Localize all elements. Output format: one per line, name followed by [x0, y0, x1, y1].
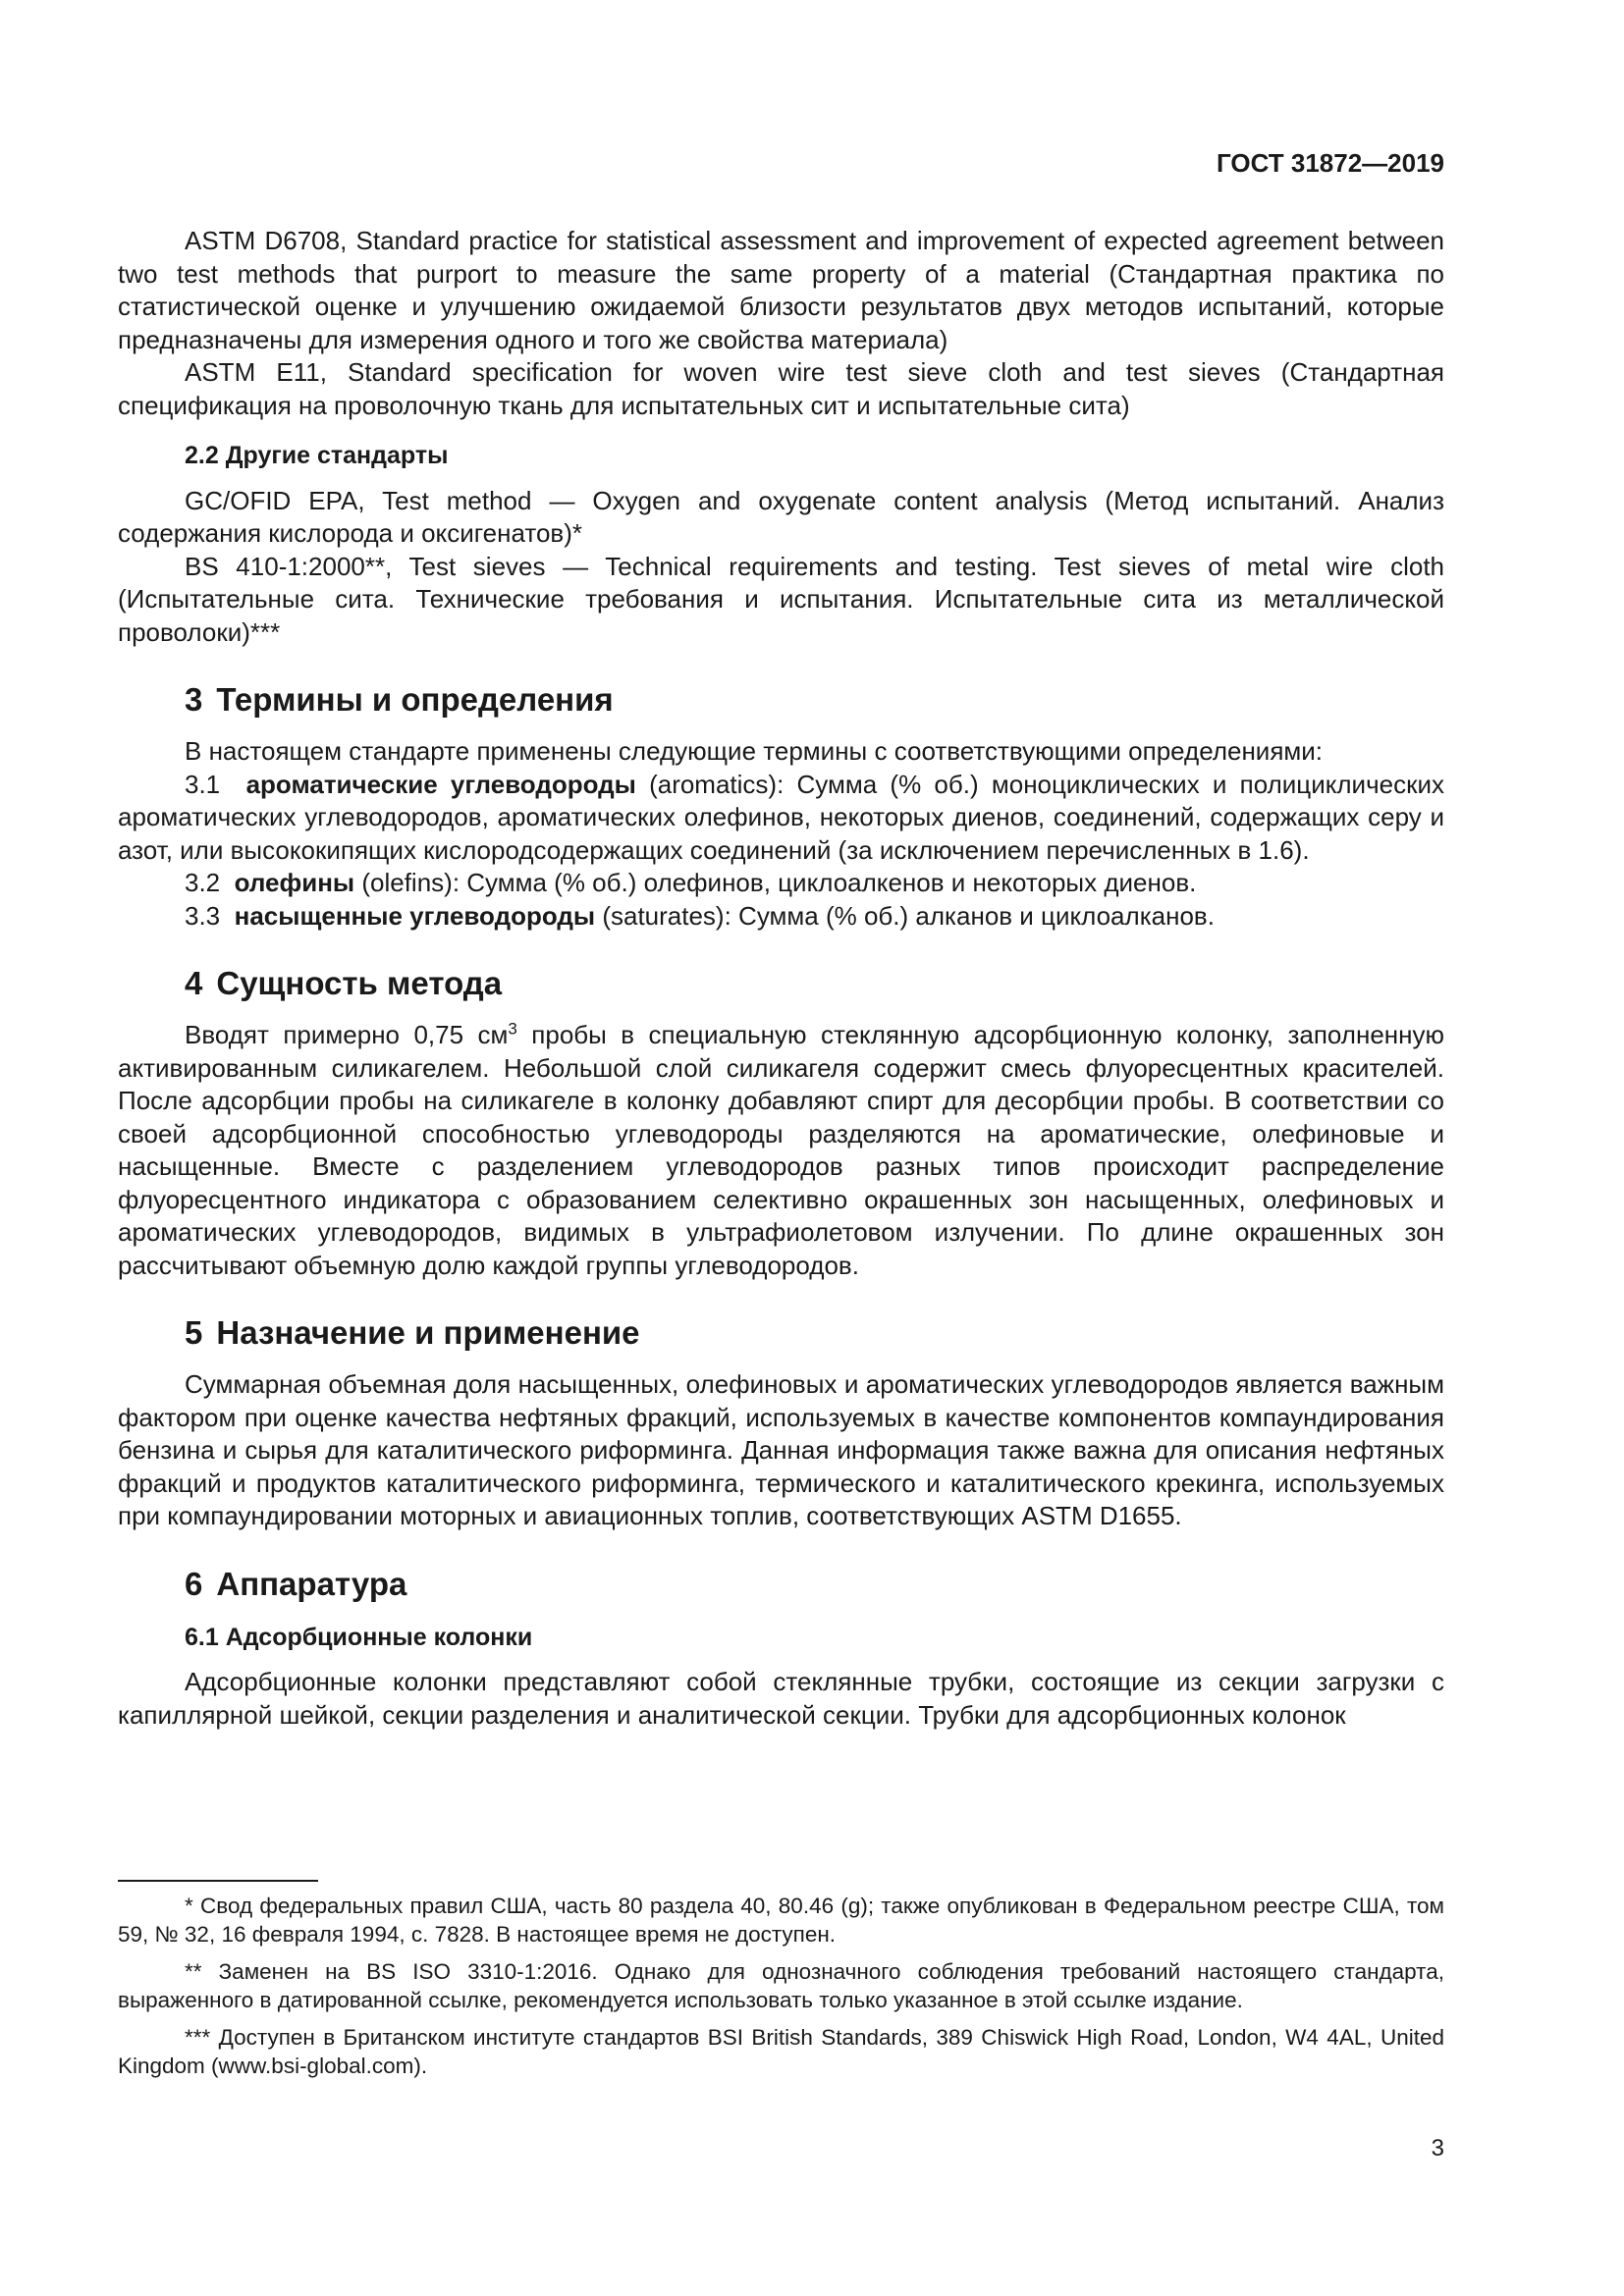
footnote: *** Доступен в Британском институте стандартов BSI British Standards, 389 Chiswick High Road, London, W4 4AL, United Kingdom (www.bsi-global.com).	[118, 2025, 1444, 2078]
term-number: 3.3	[185, 900, 221, 931]
section-heading-4	[185, 964, 1444, 1003]
term-number: 3.2	[185, 868, 221, 897]
section-heading-5	[185, 1313, 1444, 1353]
section-number: 3	[185, 681, 203, 718]
section-title: Термины и определения	[216, 681, 614, 718]
section-title: Аппаратура	[216, 1565, 407, 1602]
section-body	[118, 1019, 1444, 1282]
section-heading-3	[185, 680, 1444, 720]
term-name: олефины	[234, 868, 355, 897]
term-name: ароматические углеводороды	[245, 769, 636, 799]
page-number: 3	[1431, 2135, 1444, 2162]
term-text: (olefins): Сумма (% об.) олефинов, циклоалкенов и некоторых диенов.	[354, 868, 1197, 897]
document-id-header: ГОСТ 31872—2019	[1217, 148, 1444, 178]
main-content	[118, 225, 1444, 1732]
footnote: ** Заменен на BS ISO 3310-1:2016. Однако для однозначного соблюдения требований настоящего стандарта, выраженного в датированной ссылке, рекомендуется использовать только указанное в этой ссылке издание.	[118, 1959, 1444, 2012]
section-number: 4	[185, 965, 203, 1001]
section-number: 6	[185, 1565, 203, 1602]
body-text: пробы в специальную стеклянную адсорбционную колонку, заполненную активированным силикагелем. Небольшой слой силикагеля содержит смесь флуоресцентных красителей. После адсорбции пробы на силикагеле в колонку добавляют спирт для десорбции пробы. В соответствии со своей адсорбционной способностью углеводороды разделяются на ароматические, олефиновые и насыщенные. Вместе с разделением углеводородов разных типов происходит распределение флуоресцентного индикатора с образованием селективно окрашенных зон насыщенных, олефиновых и ароматических углеводородов, видимых в ультрафиолетовом излучении. По длине окрашенных зон рассчитывают объемную долю каждой группы углеводородов.	[118, 1020, 1444, 1280]
footnote-divider	[118, 1880, 318, 1882]
superscript: 3	[508, 1019, 517, 1039]
term-definition	[118, 867, 1444, 900]
subsection-title-6-1: 6.1 Адсорбционные колонки	[185, 1623, 533, 1651]
section-body: Адсорбционные колонки представляют собой стеклянные трубки, состоящие из секции загрузки с капиллярной шейкой, секции разделения и аналитической секции. Трубки для адсорбционных колонок	[118, 1667, 1444, 1730]
footnotes	[118, 1893, 1444, 2090]
term-name: насыщенные углеводороды	[234, 900, 596, 931]
footnote: * Свод федеральных правил США, часть 80 раздела 40, 80.46 (g); также опубликован в Федеральном реестре США, том 59, № 32, 16 февраля 1994, с. 7828. В настоящее время не доступен.	[118, 1894, 1444, 1947]
section-heading-6	[185, 1565, 1444, 1604]
section-body: Суммарная объемная доля насыщенных, олефиновых и ароматических углеводородов является важным фактором при оценке качества нефтяных фракций, используемых в качестве компонентов компаундирования бензина и сырья для каталитического риформинга. Данная информация также важна для описания нефтяных фракций и продуктов каталитического риформинга, термического и каталитического крекинга, используемых при компаундировании моторных и авиационных топлив, соответствующих ASTM D1655.	[118, 1369, 1444, 1530]
reference-paragraph: ASTM E11, Standard specification for woven wire test sieve cloth and test sieves (Стандартная спецификация на проволочную ткань для испытательных сит и испытательные сита)	[118, 357, 1444, 420]
reference-paragraph: GC/OFID EPA, Test method — Oxygen and oxygenate content analysis (Метод испытаний. Анализ содержания кислорода и оксигенатов)*	[118, 485, 1444, 548]
body-text: Вводят примерно 0,75 см	[185, 1020, 509, 1049]
reference-paragraph: ASTM D6708, Standard practice for statistical assessment and improvement of expected agreement between two test methods that purport to measure the same property of a material (Стандартная практика по статистической оценке и улучшению ожидаемой близости результатов двух методов испытаний, которые предназначены для измерения одного и того же свойства материала)	[118, 226, 1444, 354]
term-number: 3.1	[185, 769, 221, 799]
term-text: (saturates): Сумма (% об.) алканов и циклоалканов.	[595, 900, 1215, 931]
term-definition	[118, 769, 1444, 868]
section-title: Назначение и применение	[216, 1314, 640, 1351]
term-text: (aromatics): Сумма (% об.) моноциклических и полициклических ароматических углеводородов, ароматических олефинов, некоторых диенов, соединений, содержащих серу и азот, или высококипящих кислородсодержащих соединений (за исключением перечисленных в 1.6).	[118, 769, 1444, 865]
reference-paragraph: BS 410-1:2000**, Test sieves — Technical requirements and testing. Test sieves of metal wire cloth (Испытательные сита. Технические требования и испытания. Испытательные сита из металлической проволоки)***	[118, 551, 1444, 647]
section-intro: В настоящем стандарте применены следующие термины с соответствующими определениями:	[185, 736, 1324, 766]
section-title: Сущность метода	[216, 965, 503, 1001]
section-number: 5	[185, 1314, 203, 1351]
term-definition	[118, 900, 1444, 934]
subsection-title-2-2: 2.2 Другие стандарты	[185, 442, 449, 469]
